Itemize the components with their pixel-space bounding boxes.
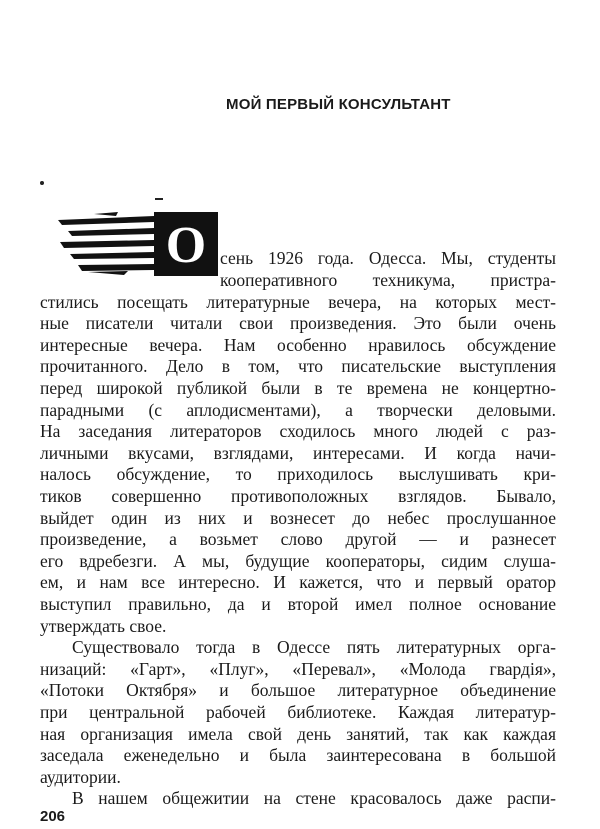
text-line: выступил правильно, да и второй имел полное основание (40, 594, 556, 614)
text-line: его вдребезги. А мы, будущие кооператоры, сидим слуша- (40, 551, 556, 571)
text-line: ем, и нам все интересно. И кажется, что и первый оратор (40, 572, 556, 592)
text-line: произведение, а возьмет слово другой — и разнесет (40, 529, 556, 549)
text-line: выйдет один из них и вознесет до небес прослушанное (40, 508, 556, 528)
text-line: «Потоки Октября» и большое литературное объединение (40, 680, 556, 700)
text-line: ные писатели читали свои произведения. Это были очень (40, 313, 556, 333)
paragraph-first-line: Существовало тогда в Одессе пять литературных орга- (72, 637, 556, 657)
drop-cap-ornament (58, 212, 218, 276)
drop-cap-letter: О (165, 217, 207, 274)
text-line: при центральной рабочей библиотеке. Каждая литератур- (40, 702, 556, 722)
ink-smudge (155, 198, 163, 200)
text-line: личными вкусами, взглядами, интересами. И когда начи- (40, 443, 556, 463)
text-line: прочитанного. Дело в том, что писательские выступления (40, 356, 556, 376)
text-line: ная организация имела свой день занятий, так как каждая (40, 724, 556, 744)
text-line: аудитории. (40, 767, 121, 787)
text-line: заседала еженедельно и была заинтересована в большой (40, 745, 556, 765)
text-line: низаций: «Гарт», «Плуг», «Перевал», «Молода гвардія», (40, 659, 556, 679)
text-line: На заседания литераторов сходилось много людей с раз- (40, 421, 556, 441)
text-line: кооперативного техникума, пристра- (220, 270, 556, 290)
chapter-title: МОЙ ПЕРВЫЙ КОНСУЛЬТАНТ (226, 96, 451, 113)
text-line: стились посещать литературные вечера, на которых мест- (40, 292, 556, 312)
text-line: тиков совершенно противоположных взглядов. Бывало, (40, 486, 556, 506)
text-line: налось обсуждение, то приходилось выслушивать кри- (40, 464, 556, 484)
text-line: интересные вечера. Нам особенно нравилось обсуждение (40, 335, 556, 355)
text-line: парадными (с аплодисментами), а творчески деловыми. (40, 400, 556, 420)
ink-speck (40, 181, 44, 185)
text-line: перед широкой публикой были в те времена не концертно- (40, 378, 556, 398)
paragraph-first-line: В нашем общежитии на стене красовалось даже распи- (72, 788, 556, 808)
text-line: сень 1926 года. Одесса. Мы, студенты (220, 248, 556, 268)
text-line: утверждать свое. (40, 616, 167, 636)
page-number: 206 (40, 808, 66, 825)
